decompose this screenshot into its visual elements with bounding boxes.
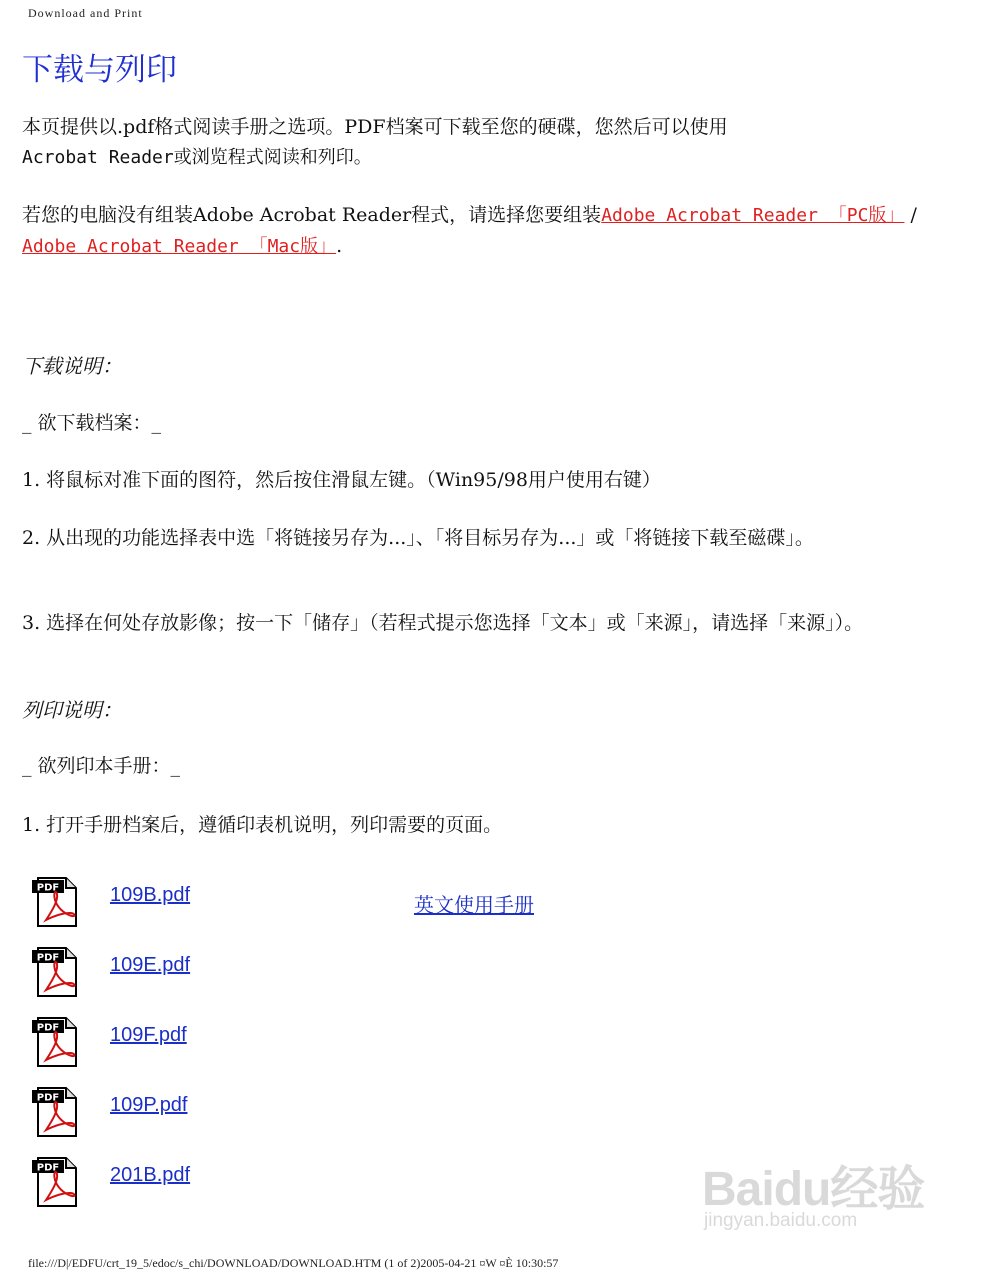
- pdf-file-link[interactable]: 109P.pdf: [110, 1094, 188, 1116]
- pdf-file-icon[interactable]: [32, 1086, 82, 1142]
- watermark-brand: Baidu经验: [702, 1163, 925, 1216]
- page-title: 下载与列印: [22, 52, 177, 88]
- pdf-file-link[interactable]: 109B.pdf: [110, 884, 191, 906]
- download-step-2: 2. 从出现的功能选择表中选「将链接另存为...」、「将目标另存为...」或「将链接下载至磁碟」。: [22, 527, 814, 549]
- page-footer: file:///D|/EDFU/crt_19_5/edoc/s_chi/DOWNLOAD/DOWNLOAD.HTM (1 of 2)2005-04-21 ¤W ¤È 10:30:57: [28, 1256, 559, 1270]
- pdf-file-row: [32, 876, 332, 928]
- page-header: Download and Print: [28, 6, 143, 20]
- link-separator: /: [904, 204, 917, 226]
- pdf-file-row: [32, 1156, 332, 1208]
- acrobat-mac-link[interactable]: Adobe Acrobat Reader 「Mac版」: [22, 236, 337, 257]
- pdf-file-icon[interactable]: [32, 946, 82, 1002]
- pdf-file-icon[interactable]: [32, 1016, 82, 1072]
- watermark-url: jingyan.baidu.com: [704, 1210, 858, 1231]
- intro-paragraph: [22, 112, 922, 173]
- pdf-file-link[interactable]: 201B.pdf: [110, 1164, 191, 1186]
- acrobat-text: 若您的电脑没有组装Adobe Acrobat Reader程式，请选择您要组装: [22, 204, 602, 226]
- baidu-watermark: [702, 1130, 942, 1240]
- pdf-file-row: [32, 946, 332, 998]
- download-step-1: 1. 将鼠标对准下面的图符，然后按住滑鼠左键。（Win95/98用户使用右键）: [22, 469, 661, 491]
- pdf-file-row: [32, 1086, 332, 1138]
- pdf-file-link[interactable]: 109E.pdf: [110, 954, 191, 976]
- svg-text:PDF: PDF: [36, 882, 60, 894]
- pdf-file-icon[interactable]: [32, 1156, 82, 1212]
- download-heading: 下载说明：: [22, 354, 122, 378]
- print-subheading: _ 欲列印本手册：_: [22, 755, 181, 777]
- intro-line-1: 本页提供以.pdf格式阅读手册之选项。PDF档案可下载至您的硬碟，您然后可以使用: [22, 116, 728, 138]
- download-step-3: 3. 选择在何处存放影像；按一下「储存」（若程式提示您选择「文本」或「来源」，请选择「来源」）。: [22, 612, 864, 634]
- acrobat-pc-link[interactable]: Adobe Acrobat Reader 「PC版」: [601, 205, 905, 226]
- pdf-file-icon[interactable]: [32, 876, 82, 932]
- acrobat-period: .: [336, 235, 343, 257]
- svg-text:PDF: PDF: [36, 1022, 60, 1034]
- intro-line-2: Acrobat Reader或浏览程式阅读和列印。: [22, 147, 372, 168]
- print-step-1: 1. 打开手册档案后，遵循印表机说明，列印需要的页面。: [22, 814, 503, 836]
- english-manual-link[interactable]: 英文使用手册: [414, 893, 534, 917]
- pdf-file-row: [32, 1016, 332, 1068]
- svg-text:PDF: PDF: [36, 1092, 60, 1104]
- svg-text:PDF: PDF: [36, 952, 60, 964]
- pdf-file-link[interactable]: 109F.pdf: [110, 1024, 187, 1046]
- print-heading: 列印说明：: [22, 698, 122, 722]
- svg-text:PDF: PDF: [36, 1162, 60, 1174]
- download-subheading: _ 欲下载档案：_: [22, 412, 162, 434]
- acrobat-paragraph: [22, 200, 922, 262]
